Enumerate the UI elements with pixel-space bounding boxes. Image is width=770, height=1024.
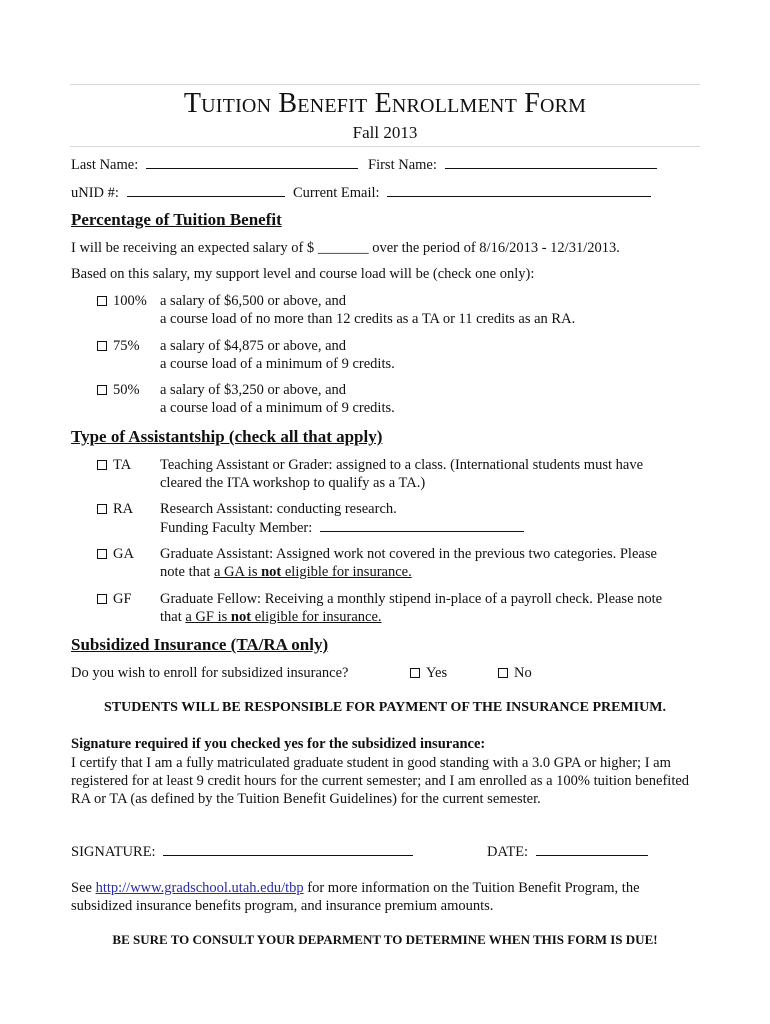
option-100-pct: 100% <box>113 293 147 309</box>
header-rule <box>70 146 700 147</box>
type-gf-note-u2: eligible for insurance. <box>251 609 382 625</box>
type-ga-row <box>97 546 134 563</box>
type-ra-line2-row <box>160 519 524 537</box>
insurance-yes-checkbox[interactable] <box>410 668 420 678</box>
insurance-no-checkbox[interactable] <box>498 668 508 678</box>
type-ga-checkbox[interactable] <box>97 549 107 559</box>
last-name-label: Last Name: <box>71 157 139 173</box>
type-ga-note-pre: note that <box>160 564 214 580</box>
due-date-notice: BE SURE TO CONSULT YOUR DEPARMENT TO DETERMINE WHEN THIS FORM IS DUE! <box>112 932 658 947</box>
option-50-checkbox[interactable] <box>97 385 107 395</box>
date-row <box>487 843 648 861</box>
insurance-yes-row <box>410 665 447 682</box>
type-gf-row <box>97 591 132 608</box>
unid-field[interactable] <box>127 184 285 197</box>
type-ga-code: GA <box>113 546 134 562</box>
salary-blank[interactable]: _______ <box>317 240 369 256</box>
type-ra-checkbox[interactable] <box>97 504 107 514</box>
salary-line <box>71 240 620 257</box>
signature-required-label: Signature required if you checked yes for the subsidized insurance: <box>71 736 486 752</box>
option-100-checkbox[interactable] <box>97 296 107 306</box>
last-name-row <box>71 156 358 174</box>
form-title: Tuition Benefit Enrollment Form <box>183 88 587 119</box>
type-gf-note-not: not <box>230 609 252 625</box>
email-row <box>293 184 651 202</box>
type-gf-line2 <box>160 609 382 626</box>
type-ta-line2: cleared the ITA workshop to qualify as a TA.) <box>160 475 426 491</box>
type-gf-note-u1: a GF is <box>185 609 231 625</box>
option-50-row <box>97 382 140 399</box>
option-100-row <box>97 293 147 310</box>
unid-row <box>71 184 285 202</box>
option-75-checkbox[interactable] <box>97 341 107 351</box>
signature-label: SIGNATURE: <box>71 844 156 860</box>
type-gf-code: GF <box>113 591 132 607</box>
type-gf-line1: Graduate Fellow: Receiving a monthly stipend in-place of a payroll check. Please note <box>160 591 663 607</box>
tbp-link[interactable]: http://www.gradschool.utah.edu/tbp <box>95 880 304 896</box>
type-ta-line1: Teaching Assistant or Grader: assigned to a class. (International students must have <box>160 457 644 473</box>
date-field[interactable] <box>536 843 648 856</box>
email-field[interactable] <box>387 184 651 197</box>
salary-text-post: over the period of 8/16/2013 - 12/31/2013. <box>372 240 620 256</box>
signature-field[interactable] <box>163 843 413 856</box>
premium-notice: STUDENTS WILL BE RESPONSIBLE FOR PAYMENT OF THE INSURANCE PREMIUM. <box>104 700 666 715</box>
insurance-no-row <box>498 665 532 682</box>
type-ga-note-not: not <box>261 564 282 580</box>
type-ra-line1: Research Assistant: conducting research. <box>160 501 397 517</box>
certification-text: I certify that I am a fully matriculated graduate student in good standing with a 3.0 GPA or higher; I am registered for at least 9 credit hours for the current semester; and I am enrolled as a 100% tuition benefited RA or TA (as defined by the Tuition Benefit Guidelines) for the current semester. <box>71 755 690 807</box>
email-label: Current Email: <box>293 185 380 201</box>
type-ra-row <box>97 501 133 518</box>
more-info-text: for more information on the Tuition Benefit Program, the subsidized insurance benefits program, and insurance premium amounts. <box>71 880 640 914</box>
insurance-yes-label: Yes <box>426 665 448 681</box>
first-name-field[interactable] <box>445 156 657 169</box>
type-gf-note-pre: that <box>160 609 186 625</box>
insurance-no-label: No <box>514 665 532 681</box>
type-ra-code: RA <box>113 501 134 517</box>
more-info-paragraph <box>71 879 701 915</box>
type-gf-checkbox[interactable] <box>97 594 107 604</box>
signature-row <box>71 843 413 861</box>
type-ga-note-u1: a GA is <box>213 564 262 580</box>
support-intro: Based on this salary, my support level and course load will be (check one only): <box>71 266 535 282</box>
option-75-line1: a salary of $4,875 or above, and <box>160 338 347 354</box>
last-name-field[interactable] <box>146 156 358 169</box>
unid-label: uNID #: <box>71 185 119 201</box>
option-75-row <box>97 338 140 355</box>
funding-faculty-label: Funding Faculty Member: <box>160 520 313 536</box>
option-50-line1: a salary of $3,250 or above, and <box>160 382 347 398</box>
see-text: See <box>71 880 92 896</box>
option-75-pct: 75% <box>113 338 140 354</box>
option-75-line2: a course load of a minimum of 9 credits. <box>160 356 395 372</box>
type-ga-line1: Graduate Assistant: Assigned work not covered in the previous two categories. Please <box>160 546 657 562</box>
top-rule <box>70 84 700 85</box>
form-term: Fall 2013 <box>352 123 418 142</box>
type-ta-row <box>97 457 131 474</box>
option-50-pct: 50% <box>113 382 140 398</box>
type-ga-line2 <box>160 564 412 581</box>
type-ta-checkbox[interactable] <box>97 460 107 470</box>
option-100-line1: a salary of $6,500 or above, and <box>160 293 347 309</box>
type-ta-code: TA <box>113 457 132 473</box>
first-name-label: First Name: <box>368 157 437 173</box>
assistantship-heading: Type of Assistantship (check all that apply) <box>71 427 383 446</box>
insurance-heading: Subsidized Insurance (TA/RA only) <box>71 635 329 654</box>
tuition-heading: Percentage of Tuition Benefit <box>71 210 282 229</box>
date-label: DATE: <box>487 844 529 860</box>
insurance-question: Do you wish to enroll for subsidized insurance? <box>71 665 349 681</box>
first-name-row <box>368 156 657 174</box>
type-ga-note-u2: eligible for insurance. <box>281 564 412 580</box>
funding-faculty-field[interactable] <box>320 519 524 532</box>
salary-text-pre: I will be receiving an expected salary of $ <box>71 240 315 256</box>
option-100-line2: a course load of no more than 12 credits as a TA or 11 credits as an RA. <box>160 311 576 327</box>
option-50-line2: a course load of a minimum of 9 credits. <box>160 400 395 416</box>
